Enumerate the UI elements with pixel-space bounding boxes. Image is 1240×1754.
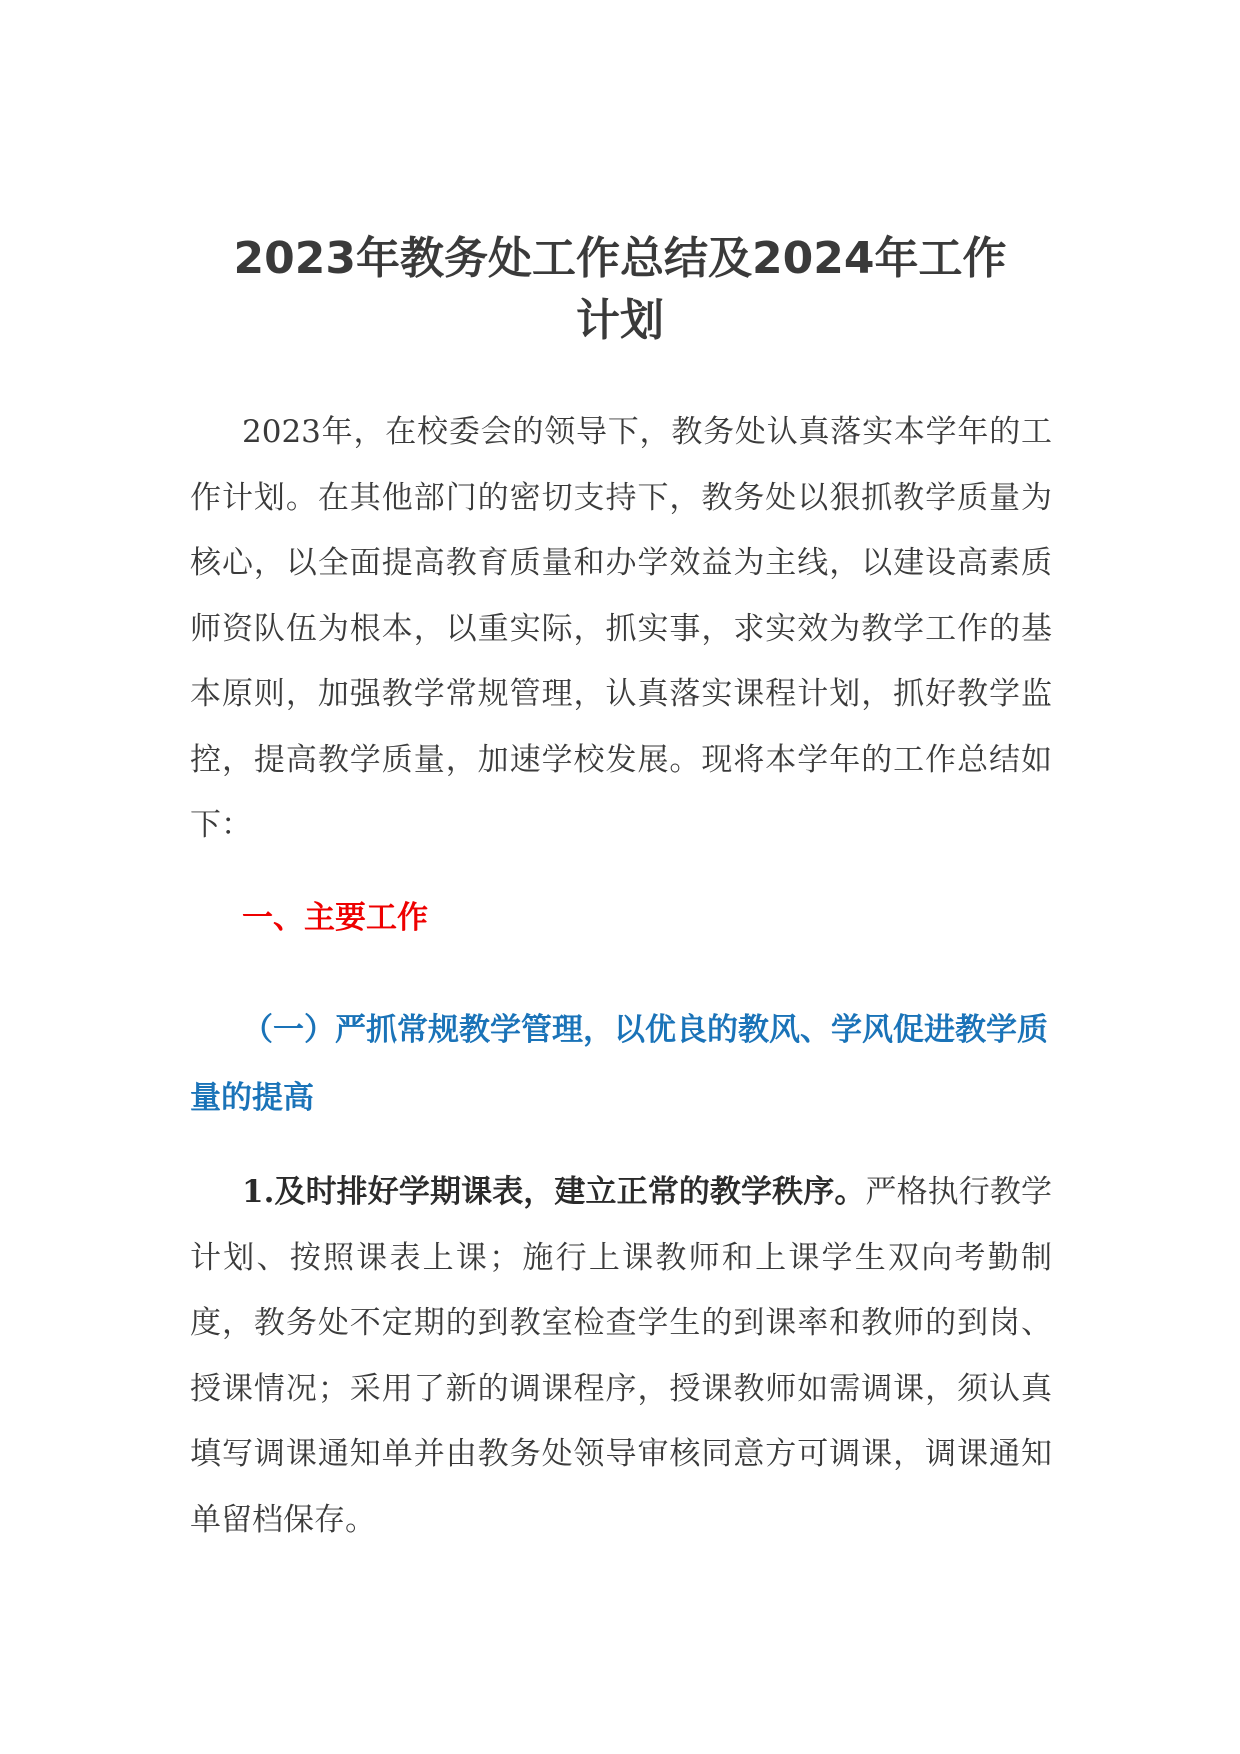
subsection-heading-teaching-management: （一）严抓常规教学管理，以优良的教风、学风促进教学质量的提高 — [190, 1012, 1048, 1116]
title-line-2: 计划 — [576, 295, 664, 346]
section-heading-main-work: 一、主要工作 — [242, 900, 428, 936]
item-paragraph-1 — [190, 1160, 1052, 1553]
item-1-body: 严格执行教学计划、按照课表上课；施行上课教师和上课学生双向考勤制度，教务处不定期的到教室检查学生的到课率和教师的到岗、授课情况；采用了新的调课程序，授课教师如需调课，须认真填写调课通知单并由教务处领导审核同意方可调课，调课通知单留档保存。 — [190, 1174, 1052, 1538]
item-1-lead: 1.及时排好学期课表，建立正常的教学秩序。 — [242, 1174, 866, 1210]
intro-paragraph: 2023年，在校委会的领导下，教务处认真落实本学年的工作计划。在其他部门的密切支持下，教务处以狠抓教学质量为核心，以全面提高教育质量和办学效益为主线，以建设高素质师资队伍为根本，以重实际，抓实事，求实效为教学工作的基本原则，加强教学常规管理，认真落实课程计划，抓好教学监控，提高教学质量，加速学校发展。现将本学年的工作总结如下： — [190, 414, 1052, 843]
document-title — [150, 228, 1090, 352]
title-line-1: 2023年教务处工作总结及2024年工作 — [233, 233, 1007, 284]
